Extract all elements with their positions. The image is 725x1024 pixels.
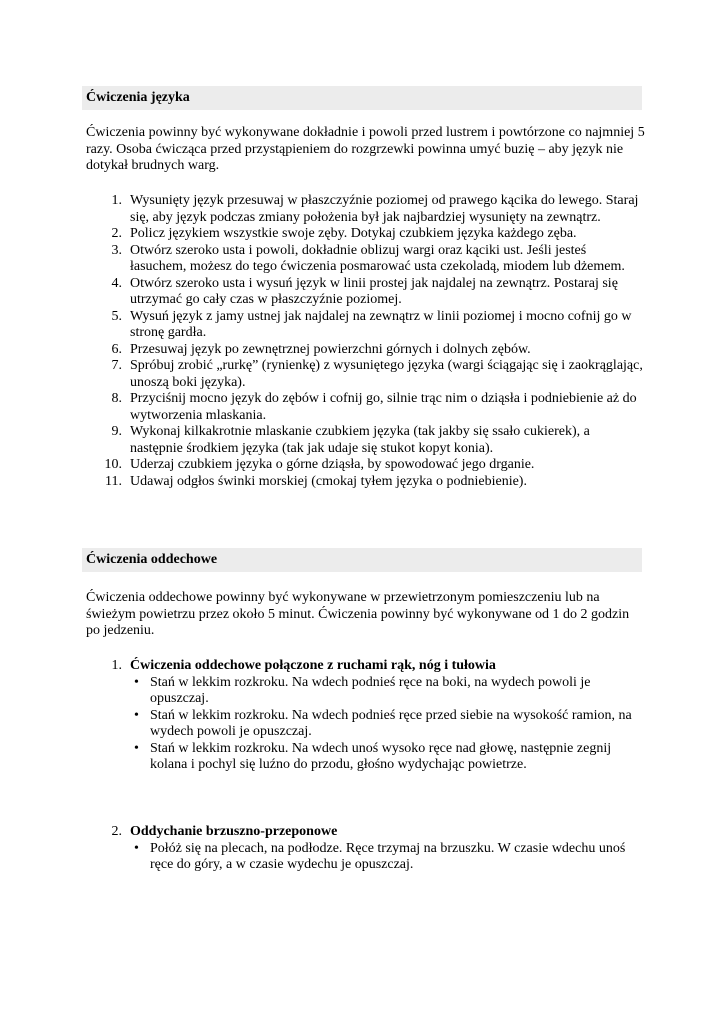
group-title: Ćwiczenia oddechowe połączone z ruchami rąk, nóg i tułowia: [130, 658, 496, 673]
bullet-list: [130, 841, 646, 874]
bullet-list: [130, 675, 646, 774]
list-item-text: Wykonaj kilkakrotnie mlaskanie czubkiem języka (tak jakby się ssało cukierek), a następnie środkiem języka (tak jak udaje się stukot kopyt konia).: [130, 424, 590, 456]
intro-paragraph-breathing: Ćwiczenia oddechowe powinny być wykonywane w przewietrzonym pomieszczeniu lub na świeżym powietrzu przez około 5 minut. Ćwiczenia powinny być wykonywane od 1 do 2 godzin po jedzeniu.: [86, 590, 630, 638]
list-item-text: Wysunięty język przesuwaj w płaszczyźnie poziomej od prawego kącika do lewego. Staraj się, aby język podczas zmiany położenia był jak najbardziej wysunięty na zewnątrz.: [130, 193, 639, 225]
section-heading-tongue-exercises: Ćwiczenia języka: [82, 86, 642, 110]
list-number: 3.: [111, 242, 122, 258]
list-item: [86, 457, 646, 474]
list-item: [86, 243, 646, 276]
list-number: 2.: [111, 226, 122, 241]
list-item-text: Policz językiem wszystkie swoje zęby. Dotykaj czubkiem języka każdego zęba.: [130, 226, 577, 241]
list-item: [86, 309, 646, 342]
bullet-item: • Stań w lekkim rozkroku. Na wdech podnieś ręce na boki, na wydech powoli je opuszczaj.: [130, 675, 646, 708]
section-heading-breathing-exercises: Ćwiczenia oddechowe: [82, 548, 642, 572]
list-item-text: Przyciśnij mocno język do zębów i cofnij go, silnie trąc nim o dziąsła i podniebienie aż do wytworzenia mlaskania.: [130, 391, 637, 423]
breathing-group-1: [86, 658, 646, 774]
list-item-text: Otwórz szeroko usta i wysuń język w linii prostej jak najdalej na zewnątrz. Postaraj się utrzymać go cały czas w płaszczyźnie poziomej.: [130, 275, 618, 307]
list-item-text: Uderzaj czubkiem języka o górne dziąsła, by spowodować jego drganie.: [130, 457, 535, 472]
list-item: [86, 824, 646, 874]
list-item: [86, 424, 646, 457]
bullet-item: • Połóż się na plecach, na podłodze. Ręce trzymaj na brzuszku. W czasie wdechu unoś ręce do góry, a w czasie wydechu je opuszczaj.: [130, 841, 646, 874]
list-item: [86, 658, 646, 774]
list-number: 7.: [111, 358, 122, 373]
list-number: 11.: [105, 473, 122, 489]
bullet-item: • Stań w lekkim rozkroku. Na wdech podnieś ręce przed siebie na wysokość ramion, na wydech powoli je opuszczaj.: [130, 708, 646, 741]
list-number: 4.: [111, 275, 122, 291]
list-item: [86, 474, 646, 491]
list-number: 2.: [111, 824, 122, 839]
list-item: [86, 226, 646, 243]
list-item: [86, 391, 646, 424]
bullet-item: • Stań w lekkim rozkroku. Na wdech unoś wysoko ręce nad głowę, następnie zegnij kolana i pochyl się luźno do przodu, głośno wydychając powietrze.: [130, 741, 646, 774]
list-item-text: Wysuń język z jamy ustnej jak najdalej na zewnątrz w linii poziomej i mocno cofnij go w stronę gardła.: [130, 308, 632, 340]
list-number: 9.: [111, 424, 122, 439]
list-item: [86, 358, 646, 391]
breathing-group-2: [86, 824, 646, 874]
list-item-text: Udawaj odgłos świnki morskiej (cmokaj tyłem języka o podniebienie).: [130, 473, 527, 489]
list-item-text: Otwórz szeroko usta i powoli, dokładnie oblizuj wargi oraz kąciki ust. Jeśli jesteś łasuchem, możesz do tego ćwiczenia posmarować usta czekoladą, miodem lub dżemem.: [130, 242, 625, 274]
list-item: [86, 193, 646, 226]
list-item: [86, 276, 646, 309]
group-title: Oddychanie brzuszno-przeponowe: [130, 824, 338, 839]
list-number: 6.: [111, 341, 122, 357]
list-number: 10.: [104, 457, 122, 472]
list-item-text: Spróbuj zrobić „rurkę” (rynienkę) z wysuniętego języka (wargi ściągając się i zaokrąglając, unoszą boki języka).: [130, 358, 643, 390]
list-number: 1.: [111, 658, 122, 673]
list-number: 5.: [111, 308, 122, 324]
tongue-exercises-list: [86, 193, 646, 490]
list-number: 1.: [111, 193, 122, 208]
list-item: [86, 342, 646, 359]
intro-paragraph-tongue: Ćwiczenia powinny być wykonywane dokładnie i powoli przed lustrem i powtórzone co najmniej 5 razy. Osoba ćwicząca przed przystąpieniem do rozgrzewki powinna umyć buzię – aby język nie dotykał brudnych warg.: [86, 125, 645, 173]
list-number: 8.: [111, 391, 122, 406]
list-item-text: Przesuwaj język po zewnętrznej powierzchni górnych i dolnych zębów.: [130, 341, 531, 357]
